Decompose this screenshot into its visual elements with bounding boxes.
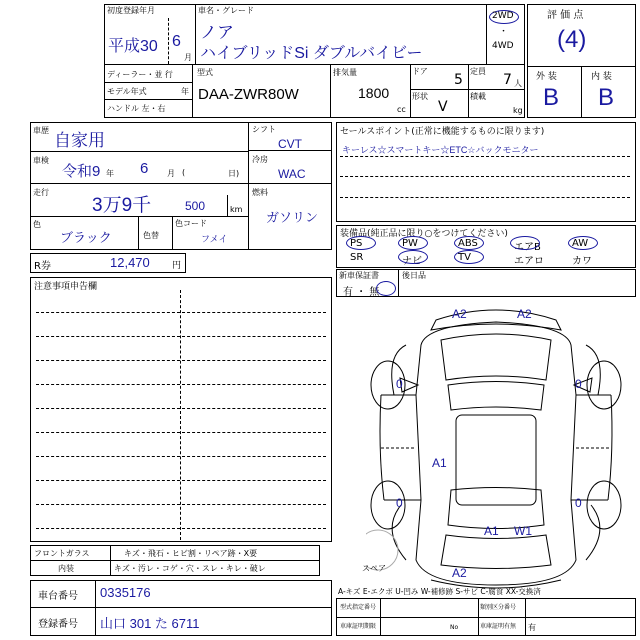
first-reg-era: 平成30 bbox=[108, 38, 158, 55]
color-value: ブラック bbox=[60, 230, 112, 245]
score-value: (4) bbox=[557, 26, 587, 53]
ac-value: WAC bbox=[278, 167, 306, 181]
type-cert-label: 型式指定番号 bbox=[340, 604, 377, 611]
warranty-value: 有 ・ 無 bbox=[343, 287, 380, 298]
fuel-value: ガソリン bbox=[266, 210, 319, 225]
damage-front-left: A2 bbox=[452, 307, 467, 321]
inspection-year-unit: 年 bbox=[106, 169, 114, 178]
door-label: ドア bbox=[412, 67, 428, 76]
class-label: 類別区分番号 bbox=[480, 604, 517, 611]
score-label: 評 価 点 bbox=[547, 10, 584, 21]
registration-label: 登録番号 bbox=[38, 619, 78, 630]
color-code-label: 色コード bbox=[175, 219, 207, 228]
first-reg-month: 6 bbox=[172, 33, 181, 50]
inspection-era: 令和9 bbox=[62, 163, 101, 180]
inspection-day-close: 日) bbox=[228, 169, 240, 178]
interior-value-2: キズ・汚レ・コゲ・穴・スレ・キレ・破レ bbox=[114, 564, 266, 573]
recycle-value: 12,470 bbox=[110, 255, 150, 270]
damage-rear-1: A1 bbox=[484, 524, 499, 538]
transfer-value: 有 bbox=[528, 623, 536, 632]
equipment-row2-4: カワ bbox=[572, 256, 592, 267]
door-value: 5 bbox=[454, 72, 463, 88]
drive-dot: ・ bbox=[499, 27, 509, 37]
damage-rear-2: W1 bbox=[514, 524, 532, 538]
tire-front-left: 0 bbox=[396, 377, 403, 391]
damage-side: A1 bbox=[432, 456, 447, 470]
warranty-label: 新車保証書 bbox=[339, 271, 379, 280]
capacity-unit: 人 bbox=[514, 79, 522, 88]
tire-rear-right: 0 bbox=[575, 496, 582, 510]
selling-points-label: セールスポイント(正常に機能するものに限ります) bbox=[340, 127, 545, 137]
model-year-label: モデル年式 bbox=[107, 87, 147, 96]
front-glass-value: キズ・飛石・ヒビ割・リペア跡・X要 bbox=[124, 549, 258, 558]
warranty-none-circle bbox=[376, 281, 396, 296]
cc-unit: cc bbox=[397, 105, 406, 114]
transfer-label: 車庫証明有無 bbox=[480, 623, 517, 630]
notes-box bbox=[30, 277, 332, 542]
selling-points-value: キーレス☆スマートキー☆ETC☆バックモニター bbox=[342, 145, 539, 155]
year-unit: 年 bbox=[181, 87, 189, 96]
mileage-sub: 500 bbox=[185, 199, 206, 213]
mileage-unit: km bbox=[230, 205, 243, 214]
color-change-label: 色替 bbox=[143, 231, 159, 240]
interior-label: 内 装 bbox=[591, 72, 612, 82]
ac-label: 冷房 bbox=[252, 155, 268, 164]
load-label: 積載 bbox=[470, 92, 486, 101]
color-label: 色 bbox=[33, 220, 41, 229]
equipment-circle-1 bbox=[398, 236, 428, 250]
damage-legend: A-キズ E-エクボ U-凹み W-補修跡 S-サビ C-腐食 XX-交換済 bbox=[338, 587, 541, 596]
type-label: 型式 bbox=[197, 68, 213, 77]
equipment-row2-0: SR bbox=[350, 252, 364, 263]
drive-2wd: 2WD bbox=[492, 11, 514, 21]
drive-4wd: 4WD bbox=[492, 41, 514, 51]
equipment-row2-1: ナビ bbox=[402, 256, 422, 267]
equipment-row2-circle-1 bbox=[398, 250, 428, 264]
tire-rear-left: 0 bbox=[396, 496, 403, 510]
handle-label: ハンドル 左・右 bbox=[107, 104, 166, 113]
recycle-unit: 円 bbox=[172, 261, 182, 271]
recycle-box bbox=[30, 253, 186, 273]
car-grade: ハイブリッドSi ダブルバイビー bbox=[200, 45, 423, 62]
inspection-day-open: ( bbox=[182, 168, 186, 177]
notes-label: 注意事項申告欄 bbox=[34, 282, 98, 292]
cert-no: No bbox=[450, 624, 459, 631]
equipment-row2-circle-2 bbox=[454, 250, 484, 264]
spare-label: スペア bbox=[362, 564, 386, 573]
first-reg-label: 初度登録年月 bbox=[107, 6, 155, 15]
exterior-label: 外 装 bbox=[536, 72, 557, 82]
equipment-0: PS bbox=[350, 238, 363, 249]
type-value: DAA-ZWR80W bbox=[198, 86, 299, 103]
chassis-label: 車台番号 bbox=[38, 591, 78, 602]
displacement-label: 排気量 bbox=[333, 68, 357, 77]
load-unit: kg bbox=[513, 106, 523, 115]
exterior-value: B bbox=[543, 84, 560, 111]
equipment-2: ABS bbox=[458, 238, 478, 249]
equipment-row2-3: エアロ bbox=[514, 256, 544, 267]
equipment-circle-2 bbox=[454, 236, 484, 250]
equipment-4: AW bbox=[572, 238, 589, 249]
displacement-value: 1800 bbox=[358, 85, 390, 101]
inspection-month-unit: 月 bbox=[167, 169, 175, 178]
shift-value: CVT bbox=[278, 137, 302, 151]
interior-label-2: 内装 bbox=[58, 564, 74, 573]
equipment-circle-4 bbox=[568, 236, 598, 250]
dealer-label: ディーラー・並 行 bbox=[107, 70, 173, 79]
month-unit: 月 bbox=[184, 53, 192, 62]
car-diagram bbox=[366, 300, 636, 600]
name-label: 車名・グレード bbox=[198, 6, 254, 15]
equipment-3: エアB bbox=[514, 242, 541, 253]
damage-rear-bottom: A2 bbox=[452, 566, 467, 580]
inspection-label: 車検 bbox=[33, 156, 49, 165]
shape-label: 形状 bbox=[412, 92, 428, 101]
mileage-value: 3万9千 bbox=[92, 195, 152, 216]
equipment-circle-3 bbox=[510, 236, 540, 250]
equipment-1: PW bbox=[402, 238, 418, 249]
damage-front-right: A2 bbox=[517, 307, 532, 321]
cert-label: 車庫証明期限 bbox=[340, 623, 377, 630]
fuel-label: 燃料 bbox=[252, 188, 268, 197]
equipment-label: 装備品(純正品に限り○をつけてください) bbox=[340, 229, 508, 239]
interior-value: B bbox=[598, 84, 615, 111]
usage-value: 自家用 bbox=[54, 131, 105, 150]
shift-label: シフト bbox=[252, 125, 276, 134]
car-name: ノア bbox=[200, 23, 234, 42]
capacity-label: 定員 bbox=[470, 67, 486, 76]
equipment-row2-2: TV bbox=[458, 252, 471, 263]
later-label: 後日品 bbox=[402, 271, 426, 280]
inspection-month: 6 bbox=[140, 160, 149, 177]
selling-points-box bbox=[336, 122, 636, 222]
color-code-value: フメイ bbox=[201, 234, 228, 244]
chassis-value: 0335176 bbox=[100, 585, 151, 600]
recycle-label: R券 bbox=[34, 261, 51, 272]
mileage-label: 走行 bbox=[33, 188, 49, 197]
registration-value: 山口 301 た 6711 bbox=[100, 616, 200, 631]
tire-front-right: 0 bbox=[575, 377, 582, 391]
front-glass-label: フロントガラス bbox=[34, 549, 90, 558]
usage-label: 車歴 bbox=[33, 126, 49, 135]
shape-value: V bbox=[438, 99, 448, 115]
capacity-value: 7 bbox=[503, 72, 512, 88]
equipment-circle-0 bbox=[346, 236, 376, 250]
